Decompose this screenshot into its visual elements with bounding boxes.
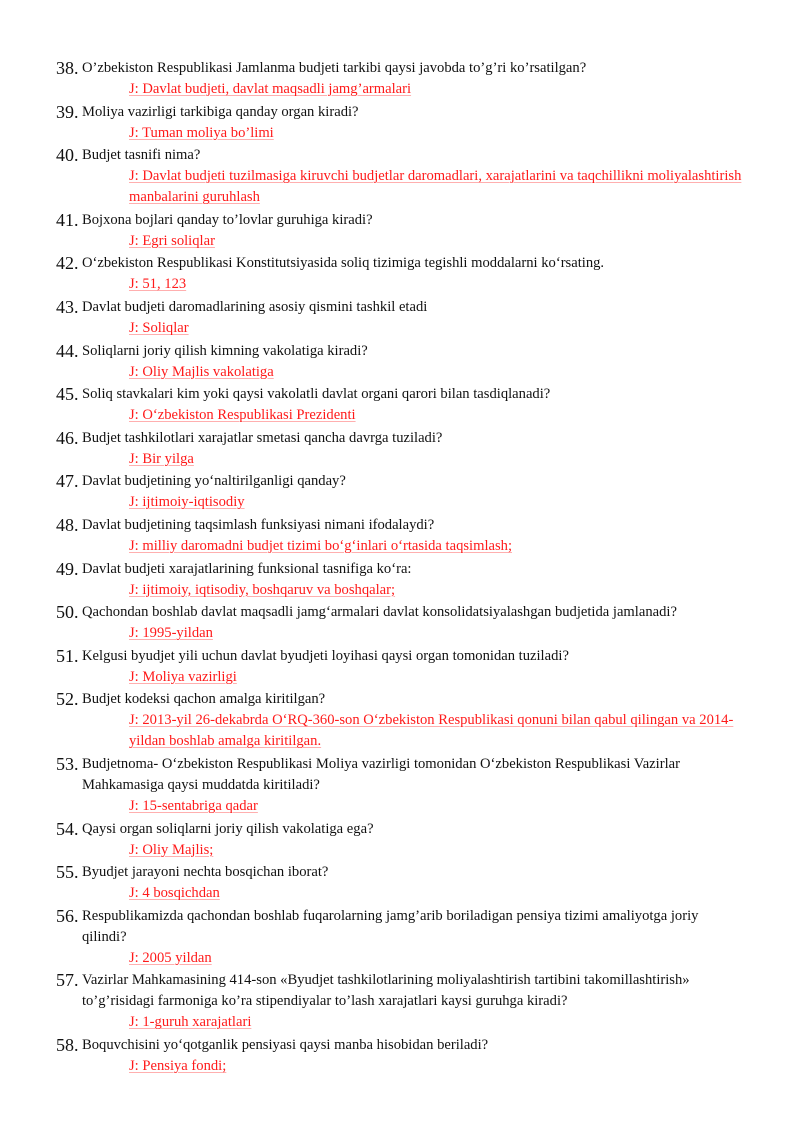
qa-item-49 <box>0 559 800 601</box>
question <box>0 819 800 840</box>
question-text: Budjetnoma- O‘zbekiston Respublikasi Moliya vazirligi tomonidan O‘zbekiston Respublikasi Vazirlar Mahkamasiga qaysi muddatda kiritiladi? <box>82 755 680 793</box>
qa-item-50 <box>0 602 800 644</box>
question-text: O’zbekiston Respublikasi Jamlanma budjeti tarkibi qaysi javobda to’g’ri ko’rsatilgan? <box>82 60 587 76</box>
question <box>0 210 800 231</box>
question-text: Moliya vazirligi tarkibiga qanday organ kiradi? <box>82 103 359 120</box>
answer: J: 2005 yildan <box>129 949 212 966</box>
question-text: Budjet tashkilotlari xarajatlar smetasi qancha davrga tuziladi? <box>82 429 443 446</box>
question-text: Budjet tasnifi nima? <box>82 147 201 164</box>
question-text: Qachondan boshlab davlat maqsadli jamg‘armalari davlat konsolidatsiyalashgan budjetida jamlanadi? <box>82 604 677 621</box>
question <box>0 1035 800 1056</box>
question <box>0 515 800 536</box>
qa-item-52 <box>0 689 800 752</box>
qa-item-51 <box>0 646 800 688</box>
question <box>0 253 800 274</box>
qa-item-53 <box>0 754 800 817</box>
question <box>0 862 800 883</box>
question-text: Vazirlar Mahkamasining 414-son «Byudjet tashkilotlarining moliyalashtirish tartibini takomillashtirish» to’g’risidagi farmoniga ko’ra stipendiyalar to’lash xarajatlari kaysi guruhga kiradi? <box>82 972 690 1010</box>
question-text: Davlat budjetining yo‘naltirilganligi qanday? <box>82 473 346 490</box>
question-text: Bojxona bojlari qanday to’lovlar guruhiga kiradi? <box>82 211 373 228</box>
question <box>0 602 800 623</box>
question <box>0 428 800 449</box>
question-number: 45. <box>56 384 79 405</box>
question-text: Respublikamizda qachondan boshlab fuqarolarning jamg’arib boriladigan pensiya tizimi amaliyotga joriy qilindi? <box>82 907 699 945</box>
question <box>0 754 800 796</box>
question-number: 40. <box>56 145 79 166</box>
question-text: Byudjet jarayoni nechta bosqichan iborat? <box>82 864 329 881</box>
answer: J: Davlat budjeti tuzilmasiga kiruvchi budjetlar daromadlari, xarajatlarini va taqchillikni moliyalashtirish manbalarini guruhlash <box>129 168 742 206</box>
question-number: 41. <box>56 209 79 230</box>
question <box>0 58 800 79</box>
question-number: 55. <box>56 862 79 883</box>
question-number: 38. <box>56 58 79 78</box>
question-number: 57. <box>56 970 79 991</box>
qa-item-38 <box>0 58 800 100</box>
qa-item-41 <box>0 210 800 252</box>
qa-item-55 <box>0 862 800 904</box>
question-text: O‘zbekiston Respublikasi Konstitutsiyasida soliq tizimiga tegishli moddalarni ko‘rsating. <box>82 255 605 272</box>
answer: J: Tuman moliya bo’limi <box>129 124 274 141</box>
question <box>0 689 800 710</box>
question-text: Davlat budjeti xarajatlarining funksional tasnifiga ko‘ra: <box>82 560 412 577</box>
question <box>0 906 800 948</box>
question <box>0 297 800 318</box>
question-number: 49. <box>56 558 79 579</box>
qa-item-47 <box>0 471 800 513</box>
question-text: Kelgusi byudjet yili uchun davlat byudjeti loyihasi qaysi organ tomonidan tuziladi? <box>82 647 569 664</box>
answer: J: milliy daromadni budjet tizimi bo‘g‘inlari o‘rtasida taqsimlash; <box>129 537 513 554</box>
question-number: 42. <box>56 253 79 274</box>
qa-item-56 <box>0 906 800 969</box>
question-number: 53. <box>56 753 79 774</box>
question <box>0 145 800 166</box>
question <box>0 341 800 362</box>
answer: J: ijtimoiy-iqtisodiy <box>129 494 245 511</box>
question-number: 48. <box>56 514 79 535</box>
answer: J: Bir yilga <box>129 450 194 467</box>
question <box>0 384 800 405</box>
qa-item-46 <box>0 428 800 470</box>
answer: J: Oliy Majlis; <box>129 841 214 858</box>
question-number: 52. <box>56 689 79 710</box>
question-text: Budjet kodeksi qachon amalga kiritilgan? <box>82 691 326 708</box>
question-text: Davlat budjetining taqsimlash funksiyasi nimani ifodalaydi? <box>82 516 435 533</box>
qa-item-54 <box>0 819 800 861</box>
question <box>0 559 800 580</box>
question-number: 46. <box>56 427 79 448</box>
answer: J: O‘zbekiston Respublikasi Prezidenti <box>129 407 356 424</box>
qa-item-57 <box>0 970 800 1033</box>
question <box>0 646 800 667</box>
answer: J: Soliqlar <box>129 319 189 336</box>
question-number: 43. <box>56 296 79 317</box>
answer: J: 1995-yildan <box>129 625 213 642</box>
answer: J: 51, 123 <box>129 276 187 293</box>
answer: J: 1-guruh xarajatlari <box>129 1014 252 1031</box>
question <box>0 102 800 123</box>
question-text: Soliqlarni joriy qilish kimning vakolatiga kiradi? <box>82 342 368 359</box>
question-text: Soliq stavkalari kim yoki qaysi vakolatli davlat organi qarori bilan tasdiqlanadi? <box>82 386 551 403</box>
answer: J: Oliy Majlis vakolatiga <box>129 363 274 380</box>
answer: J: Moliya vazirligi <box>129 668 237 685</box>
answer: J: Pensiya fondi; <box>129 1057 227 1074</box>
question-number: 47. <box>56 471 79 492</box>
qa-item-40 <box>0 145 800 208</box>
question <box>0 471 800 492</box>
answer: J: 4 bosqichdan <box>129 885 220 902</box>
answer: J: Davlat budjeti, davlat maqsadli jamg’armalari <box>129 81 412 97</box>
question-number: 44. <box>56 340 79 361</box>
question-number: 54. <box>56 818 79 839</box>
question-number: 58. <box>56 1034 79 1055</box>
question-number: 50. <box>56 602 79 623</box>
question-number: 39. <box>56 101 79 122</box>
qa-item-42 <box>0 253 800 295</box>
answer: J: Egri soliqlar <box>129 232 215 249</box>
answer: J: 2013-yil 26-dekabrda O‘RQ-360-son O‘zbekiston Respublikasi qonuni bilan qabul qilingan va 2014-yildan boshlab amalga kiritilgan. <box>129 712 734 750</box>
answer: J: ijtimoiy, iqtisodiy, boshqaruv va boshqalar; <box>129 581 396 598</box>
question-text: Qaysi organ soliqlarni joriy qilish vakolatiga ega? <box>82 820 374 837</box>
question <box>0 970 800 1012</box>
qa-item-58 <box>0 1035 800 1077</box>
qa-item-44 <box>0 341 800 383</box>
qa-item-43 <box>0 297 800 339</box>
answer: J: 15-sentabriga qadar <box>129 797 258 814</box>
question-number: 51. <box>56 645 79 666</box>
qa-item-45 <box>0 384 800 426</box>
document-page <box>0 58 800 1077</box>
qa-item-48 <box>0 515 800 557</box>
question-text: Boquvchisini yo‘qotganlik pensiyasi qaysi manba hisobidan beriladi? <box>82 1036 489 1053</box>
question-text: Davlat budjeti daromadlarining asosiy qismini tashkil etadi <box>82 298 428 315</box>
qa-item-39 <box>0 102 800 144</box>
question-number: 56. <box>56 905 79 926</box>
